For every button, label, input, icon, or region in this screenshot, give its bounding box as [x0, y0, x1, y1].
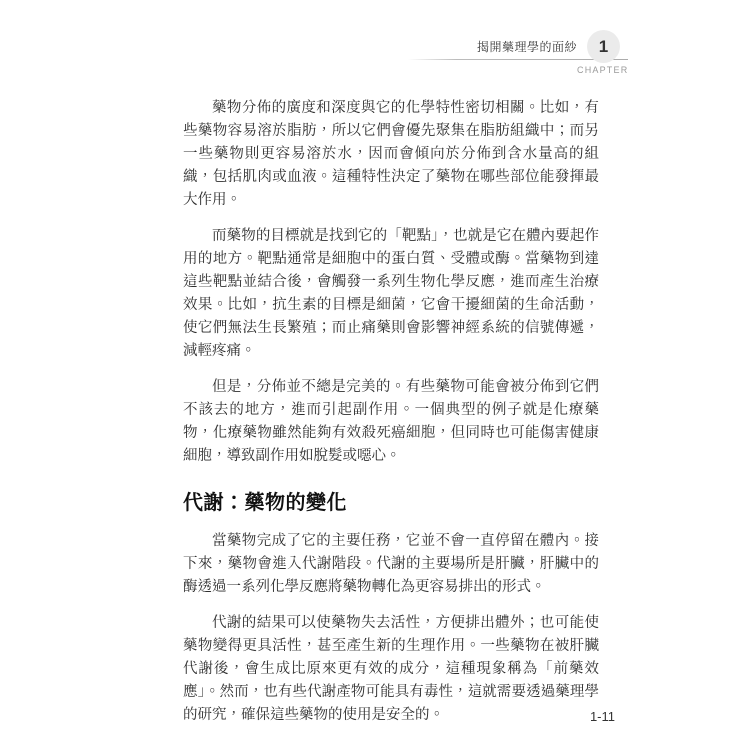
chapter-number-badge	[587, 30, 620, 63]
chapter-number: 1	[598, 37, 609, 56]
paragraph-metabolism-intro: 當藥物完成了它的主要任務，它並不會一直停留在體內。接下來，藥物會進入代謝階段。代謝的主要場所是肝臟，肝臟中的酶透過一系列化學反應將藥物轉化為更容易排出的形式。	[183, 533, 599, 595]
chapter-label: CHAPTER	[577, 65, 629, 75]
article-body	[183, 97, 599, 740]
paragraph-metabolism-results: 代謝的結果可以使藥物失去活性，方便排出體外；也可能使藥物變得更具活性，甚至產生新的生理作用。一些藥物在被肝臟代謝後，會生成比原來更有效的成分，這種現象稱為「前藥效應」。然而，也有些代謝產物可能具有毒性，這就需要透過藥理學的研究，確保這些藥物的使用是安全的。	[183, 615, 599, 723]
paragraph-side-effects: 但是，分佈並不總是完美的。有些藥物可能會被分佈到它們不該去的地方，進而引起副作用。一個典型的例子就是化療藥物，化療藥物雖然能夠有效殺死癌細胞，但同時也可能傷害健康細胞，導致副作用如脫髮或噁心。	[183, 379, 599, 464]
section-heading-metabolism: 代謝：藥物的變化	[183, 492, 347, 514]
page-number: 1-11	[589, 709, 615, 724]
paragraph-distribution-properties: 藥物分佈的廣度和深度與它的化學特性密切相關。比如，有些藥物容易溶於脂肪，所以它們會優先聚集在脂肪組織中；而另一些藥物則更容易溶於水，因而會傾向於分佈到含水量高的組織，包括肌肉或血液。這種特性決定了藥物在哪些部位能發揮最大作用。	[183, 100, 599, 208]
chapter-title: 揭開藥理學的面紗	[476, 40, 577, 54]
paragraph-drug-targets: 而藥物的目標就是找到它的「靶點」，也就是它在體內要起作用的地方。靶點通常是細胞中的蛋白質、受體或酶。當藥物到達這些靶點並結合後，會觸發一系列生物化學反應，進而產生治療效果。比如，抗生素的目標是細菌，它會干擾細菌的生命活動，使它們無法生長繁殖；而止痛藥則會影響神經系統的信號傳遞，減輕疼痛。	[183, 228, 599, 359]
